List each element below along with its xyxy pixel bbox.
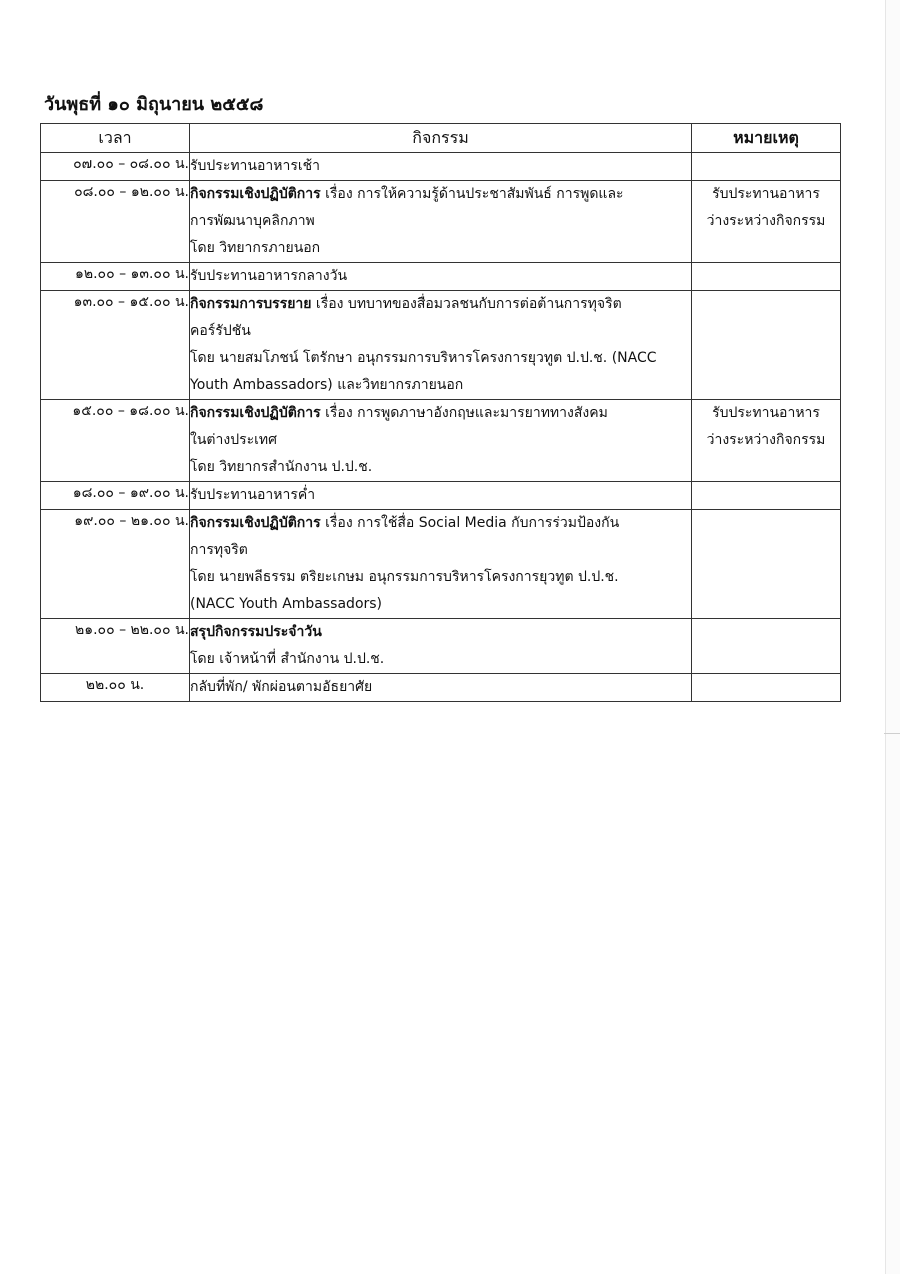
note-cell — [692, 400, 841, 482]
time-cell: ๑๙.๐๐ – ๒๑.๐๐ น. — [41, 510, 190, 619]
page-edge — [885, 0, 900, 1274]
activity-cell — [190, 153, 692, 181]
activity-line — [190, 510, 691, 537]
activity-text: โดย วิทยากรสำนักงาน ป.ป.ช. — [190, 459, 373, 475]
note-line: รับประทานอาหาร — [712, 405, 820, 421]
activity-line — [190, 372, 691, 399]
activity-text: (NACC Youth Ambassadors) — [190, 596, 383, 612]
activity-line — [190, 153, 691, 180]
activity-line — [190, 674, 691, 701]
schedule-date-heading: วันพุธที่ ๑๐ มิถุนายน ๒๕๕๘ — [44, 94, 264, 115]
activity-cell — [190, 181, 692, 263]
activity-text: คอร์รัปชัน — [190, 323, 251, 339]
activity-text: การทุจริต — [190, 542, 248, 558]
table-row — [41, 291, 841, 400]
time-cell: ๑๘.๐๐ – ๑๙.๐๐ น. — [41, 482, 190, 510]
note-cell — [692, 181, 841, 263]
activity-text: เรื่อง การให้ความรู้ด้านประชาสัมพันธ์ การพูดและ — [320, 186, 624, 202]
activity-text: โดย เจ้าหน้าที่ สำนักงาน ป.ป.ช. — [190, 651, 385, 667]
activity-text: กลับที่พัก/ พักผ่อนตามอัธยาศัย — [190, 679, 373, 695]
activity-type-label: กิจกรรมเชิงปฏิบัติการ — [190, 515, 321, 531]
page-edge-mark — [884, 733, 900, 734]
activity-text: รับประทานอาหารค่ำ — [190, 487, 316, 503]
activity-text: โดย วิทยากรภายนอก — [190, 240, 321, 256]
activity-text: เรื่อง การพูดภาษาอังกฤษและมารยาททางสังคม — [320, 405, 608, 421]
note-cell — [692, 291, 841, 400]
activity-line — [190, 454, 691, 481]
activity-line — [190, 400, 691, 427]
time-cell: ๑๒.๐๐ – ๑๓.๐๐ น. — [41, 263, 190, 291]
activity-type-label: กิจกรรมเชิงปฏิบัติการ — [190, 186, 321, 202]
time-cell: ๒๒.๐๐ น. — [41, 674, 190, 702]
activity-text: Youth Ambassadors) และวิทยากรภายนอก — [190, 377, 464, 393]
activity-text: เรื่อง บทบาทของสื่อมวลชนกับการต่อต้านการทุจริต — [311, 296, 622, 312]
activity-text: รับประทานอาหารกลางวัน — [190, 268, 348, 284]
activity-cell — [190, 619, 692, 674]
activity-line — [190, 482, 691, 509]
activity-text: ในต่างประเทศ — [190, 432, 278, 448]
activity-cell — [190, 263, 692, 291]
activity-line — [190, 263, 691, 290]
activity-cell — [190, 291, 692, 400]
activity-line — [190, 646, 691, 673]
activity-line — [190, 318, 691, 345]
time-cell: ๑๓.๐๐ – ๑๕.๐๐ น. — [41, 291, 190, 400]
table-row — [41, 510, 841, 619]
column-header-note: หมายเหตุ — [692, 124, 841, 153]
activity-text: การพัฒนาบุคลิกภาพ — [190, 213, 315, 229]
table-header-row — [41, 124, 841, 153]
table-row — [41, 181, 841, 263]
schedule-body — [41, 153, 841, 702]
activity-line — [190, 181, 691, 208]
schedule-table — [40, 123, 841, 702]
activity-line — [190, 345, 691, 372]
activity-line — [190, 537, 691, 564]
note-line: รับประทานอาหาร — [712, 186, 820, 202]
note-cell — [692, 619, 841, 674]
activity-text: โดย นายพลีธรรม ตริยะเกษม อนุกรรมการบริหารโครงการยุวทูต ป.ป.ช. — [190, 569, 619, 585]
activity-type-label: กิจกรรมการบรรยาย — [190, 296, 312, 312]
table-row — [41, 674, 841, 702]
activity-line — [190, 619, 691, 646]
activity-cell — [190, 674, 692, 702]
activity-cell — [190, 510, 692, 619]
column-header-time: เวลา — [41, 124, 190, 153]
activity-text: รับประทานอาหารเช้า — [190, 158, 321, 174]
table-row — [41, 153, 841, 181]
activity-line — [190, 208, 691, 235]
time-cell: ๑๕.๐๐ – ๑๘.๐๐ น. — [41, 400, 190, 482]
activity-line — [190, 291, 691, 318]
activity-line — [190, 235, 691, 262]
time-cell: ๐๘.๐๐ – ๑๒.๐๐ น. — [41, 181, 190, 263]
time-cell: ๒๑.๐๐ – ๒๒.๐๐ น. — [41, 619, 190, 674]
time-cell: ๐๗.๐๐ – ๐๘.๐๐ น. — [41, 153, 190, 181]
table-row — [41, 482, 841, 510]
activity-line — [190, 591, 691, 618]
note-cell — [692, 263, 841, 291]
column-header-activity: กิจกรรม — [190, 124, 692, 153]
table-row — [41, 400, 841, 482]
activity-cell — [190, 400, 692, 482]
activity-line — [190, 427, 691, 454]
table-row — [41, 619, 841, 674]
activity-line — [190, 564, 691, 591]
activity-type-label: กิจกรรมเชิงปฏิบัติการ — [190, 405, 321, 421]
activity-text: โดย นายสมโภชน์ โตรักษา อนุกรรมการบริหารโครงการยุวทูต ป.ป.ช. (NACC — [190, 350, 657, 366]
activity-text: เรื่อง การใช้สื่อ Social Media กับการร่วมป้องกัน — [320, 515, 620, 531]
note-cell — [692, 674, 841, 702]
note-cell — [692, 482, 841, 510]
activity-cell — [190, 482, 692, 510]
note-line: ว่างระหว่างกิจกรรม — [706, 213, 826, 229]
table-row — [41, 263, 841, 291]
note-cell — [692, 510, 841, 619]
activity-type-label: สรุปกิจกรรมประจำวัน — [190, 624, 322, 640]
note-cell — [692, 153, 841, 181]
note-line: ว่างระหว่างกิจกรรม — [706, 432, 826, 448]
